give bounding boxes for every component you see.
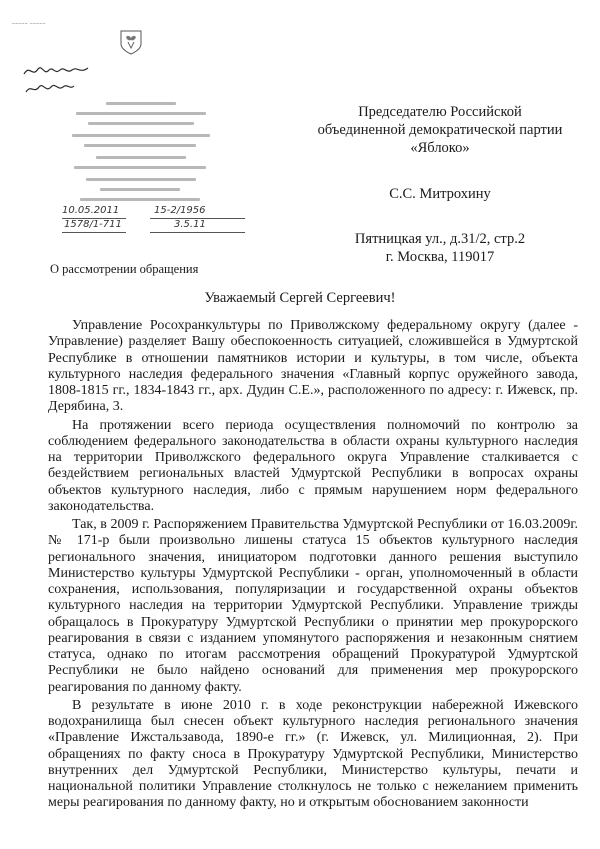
addressee-street: Пятницкая ул., д.31/2, стр.2 [354, 231, 526, 247]
state-emblem-icon [118, 28, 144, 56]
addressee-city: г. Москва, 119017 [385, 249, 495, 265]
addressee-name: С.С. Митрохину [389, 186, 491, 202]
addressee-party-name: «Яблоко» [410, 140, 470, 156]
subject-line: О рассмотрении обращения [50, 262, 199, 276]
addressee-block [290, 103, 590, 266]
salutation: Уважаемый Сергей Сергеевич! [204, 290, 396, 306]
addressee-title: Председателю Российской [358, 104, 522, 120]
handwritten-incoming-mark [22, 60, 92, 98]
corner-mark: ~~~~~ ~~~~~ [12, 22, 46, 27]
paragraph-1: Управление Росохранкультуры по Приволжскому федеральному округу (далее - Управление) разделяет Вашу обеспокоенность ситуацией, сложившейся в Удмуртской Республике в отношении памятников истории и культуры, в том числе, объекта культурного наследия федерального значения «Главный корпус оружейного завода, 1808-1815 гг., 1834-1843 гг., арх. Дудин С.Е.», расположенного по адресу: г. Ижевск, пр. Дерябина, 3. [48, 318, 578, 415]
paragraph-4: В результате в июне 2010 г. в ходе реконструкции набережной Ижевского водохранилища был снесен объект культурного наследия регионального значения «Правление Ижстальзавода, 1890-е гг.» (г. Ижевск, ул. Милиционная, 2). При обращениях по факту сноса в Прокуратуру Удмуртской Республики, Министерство внутренних дел Удмуртской Республики, Министерство культуры, печати и национальной политики Управление столкнулось не только с нежеланием применить меры реагирования по данному факту, но и открытым обоснованием законности [48, 697, 578, 811]
letter-body [48, 318, 578, 814]
addressee-organization: объединенной демократической партии [317, 122, 563, 138]
registration-line [62, 205, 302, 233]
paragraph-2: На протяжении всего периода осуществления полномочий по контролю за соблюдением федерального законодательства в области охраны культурного наследия на территории Приволжского федерального округа Управление сталкивается с бездействием региональных властей Удмуртской Республики в вопросах охраны объектов культурного наследия, либо с прямым нарушением норм федерального законодательства. [48, 417, 578, 514]
paragraph-3: Так, в 2009 г. Распоряжением Правительства Удмуртской Республики от 16.03.2009г. № 171-р были произвольно лишены статуса 15 объектов культурного наследия регионального значения, инициатором подготовки данного решения выступило Министерство культуры Удмуртской Республики - орган, уполномоченный в области сохранения, использования, популяризации и государственной охраны объектов культурного наследия на территории Удмуртской Республики. Управление трижды обращалось в Прокуратуру Удмуртской Республики о принятии мер прокурорского реагирования в связи с изданием упомянутого распоряжения и незаконным снятием статуса, однако по итогам рассмотрения обращений Прокуратурой Удмуртской Республики не было найдено оснований для применения мер прокурорского реагирования по данному факту. [48, 517, 578, 695]
registration-number: 15-2/1956 [154, 205, 206, 216]
letterhead-faded-block [66, 100, 216, 204]
reference-number: 1578/1-711 [64, 219, 122, 230]
registration-date: 10.05.2011 [62, 205, 120, 216]
reference-date: 3.5.11 [174, 219, 206, 230]
